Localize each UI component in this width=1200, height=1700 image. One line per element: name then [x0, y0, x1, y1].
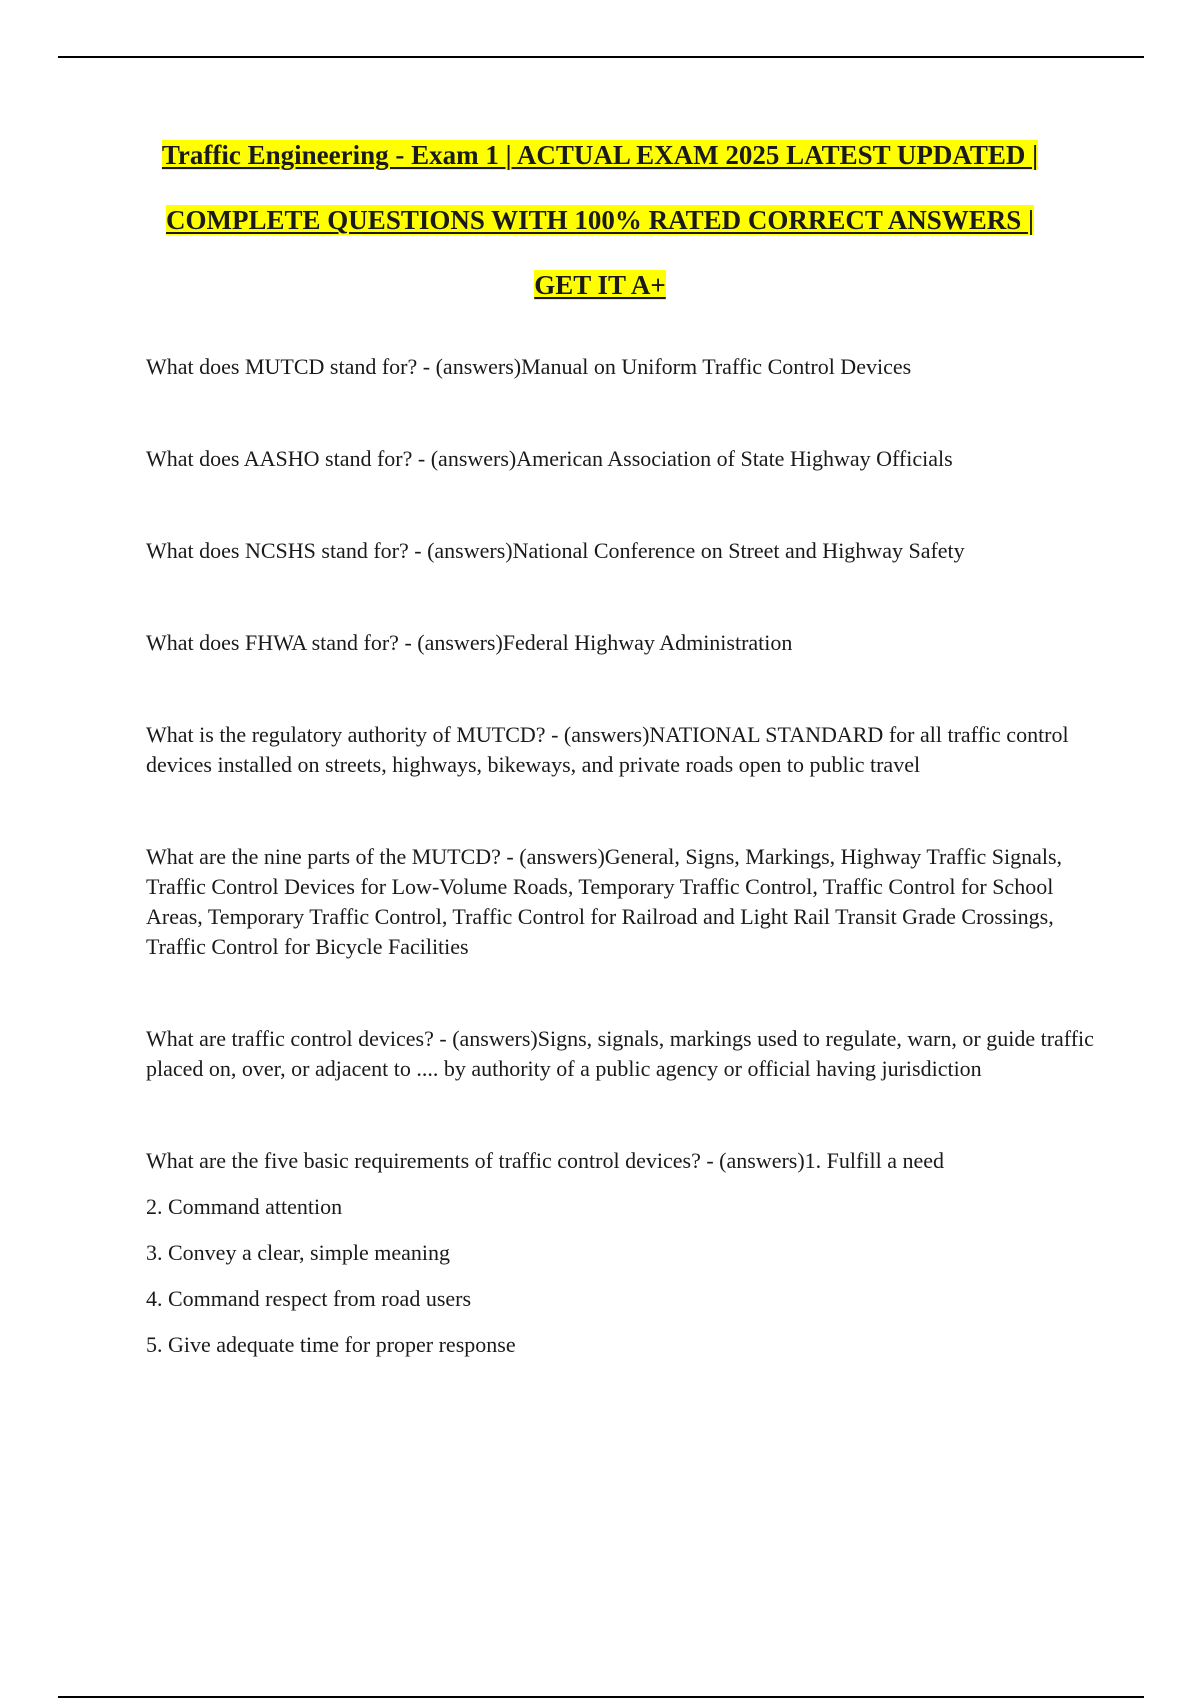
- top-rule: [58, 56, 1144, 58]
- qa-item-nine-parts: What are the nine parts of the MUTCD? - (answers)General, Signs, Markings, Highway Traffic Signals, Traffic Control Devices for Low-Volume Roads, Temporary Traffic Control, Traffic Control for School Areas, Temporary Traffic Control, Traffic Control for Railroad and Light Rail Transit Grade Crossings, Traffic Control for Bicycle Facilities: [146, 844, 1063, 959]
- title-line-1: Traffic Engineering - Exam 1 | ACTUAL EXAM 2025 LATEST UPDATED |: [161, 140, 1039, 170]
- qa-item-fhwa: What does FHWA stand for? - (answers)Federal Highway Administration: [146, 630, 793, 655]
- qa-item-traffic-control-devices: What are traffic control devices? - (answers)Signs, signals, markings used to regulate, warn, or guide traffic placed on, over, or adjacent to .... by authority of a public agency or official having jurisdiction: [146, 1026, 1094, 1081]
- title-line-2: COMPLETE QUESTIONS WITH 100% RATED CORRECT ANSWERS |: [166, 205, 1034, 235]
- qa-item-regulatory-authority: What is the regulatory authority of MUTCD? - (answers)NATIONAL STANDARD for all traffic control devices installed on streets, highways, bikeways, and private roads open to public travel: [146, 722, 1069, 777]
- qa-item-mutcd: What does MUTCD stand for? - (answers)Manual on Uniform Traffic Control Devices: [146, 354, 912, 379]
- document-title: [0, 138, 1200, 333]
- requirement-item-4: 4. Command respect from road users: [146, 1286, 472, 1311]
- qa-item-ncshs: What does NCSHS stand for? - (answers)National Conference on Street and Highway Safety: [146, 538, 965, 563]
- qa-item-aasho: What does AASHO stand for? - (answers)American Association of State Highway Officials: [146, 446, 953, 471]
- qa-item-five-requirements: What are the five basic requirements of traffic control devices? - (answers)1. Fulfill a need: [146, 1148, 944, 1173]
- bottom-rule: [58, 1696, 1144, 1698]
- requirement-item-2: 2. Command attention: [146, 1194, 343, 1219]
- title-line-3: GET IT A+: [534, 270, 666, 300]
- qa-content: [146, 352, 1096, 1376]
- requirement-item-3: 3. Convey a clear, simple meaning: [146, 1240, 450, 1265]
- requirement-item-5: 5. Give adequate time for proper response: [146, 1332, 516, 1357]
